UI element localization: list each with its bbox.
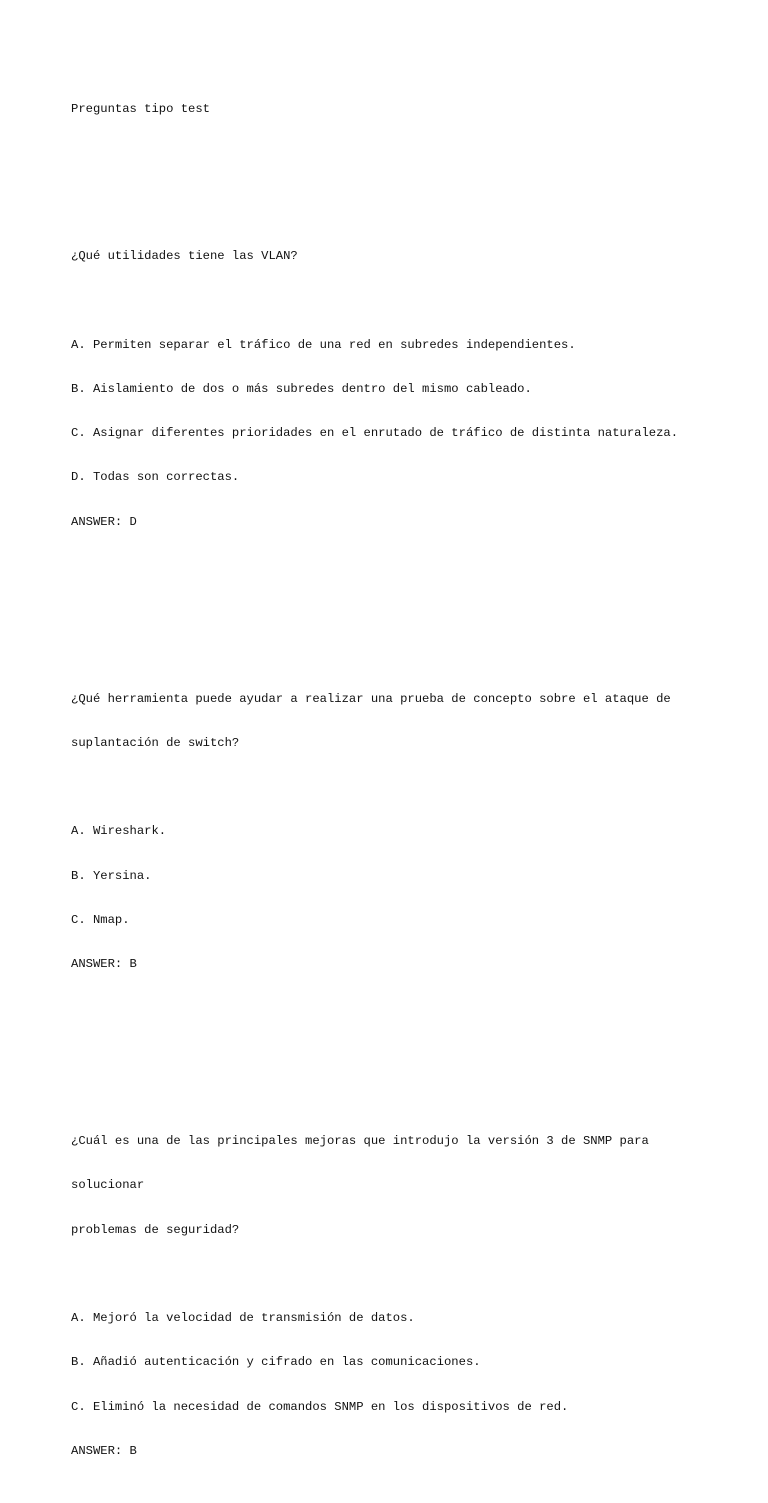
option-b: B. Añadió autenticación y cifrado en las comunicaciones. [71, 1355, 481, 1370]
spacer [71, 293, 751, 308]
spacer [71, 780, 751, 795]
option-d: D. Todas son correctas. [71, 470, 240, 485]
answer-line: ANSWER: D [71, 514, 137, 529]
option-b: B. Yersina. [71, 868, 152, 883]
question-text: problemas de seguridad? [71, 1222, 240, 1237]
option-c: C. Eliminó la necesidad de comandos SNMP en los dispositivos de red. [71, 1399, 569, 1414]
option-a: A. Mejoró la velocidad de transmisión de datos. [71, 1311, 415, 1325]
spacer [71, 146, 751, 161]
option-c: C. Nmap. [71, 912, 130, 927]
question-block [71, 1105, 751, 1489]
spacer [71, 1031, 751, 1046]
question-text: ¿Cuál es una de las principales mejoras que introdujo la versión 3 de SNMP para [71, 1134, 649, 1148]
document-title: Preguntas tipo test [71, 101, 210, 116]
question-block [71, 220, 751, 559]
option-a: A. Permiten separar el tráfico de una red en subredes independientes. [71, 337, 576, 352]
document-page [71, 72, 751, 1503]
spacer [71, 588, 751, 603]
option-b: B. Aislamiento de dos o más subredes dentro del mismo cableado. [71, 381, 532, 396]
option-a: A. Wireshark. [71, 824, 167, 839]
spacer [71, 1267, 751, 1282]
question-text: solucionar [71, 1178, 145, 1193]
option-c: C. Asignar diferentes prioridades en el enrutado de tráfico de distinta naturaleza. [71, 426, 679, 440]
question-text: suplantación de switch? [71, 735, 240, 750]
question-text: ¿Qué utilidades tiene las VLAN? [71, 249, 298, 263]
question-text: ¿Qué herramienta puede ayudar a realizar una prueba de concepto sobre el ataque de [71, 691, 671, 706]
answer-line: ANSWER: B [71, 1443, 137, 1458]
question-block [71, 662, 751, 1001]
answer-line: ANSWER: B [71, 957, 137, 971]
